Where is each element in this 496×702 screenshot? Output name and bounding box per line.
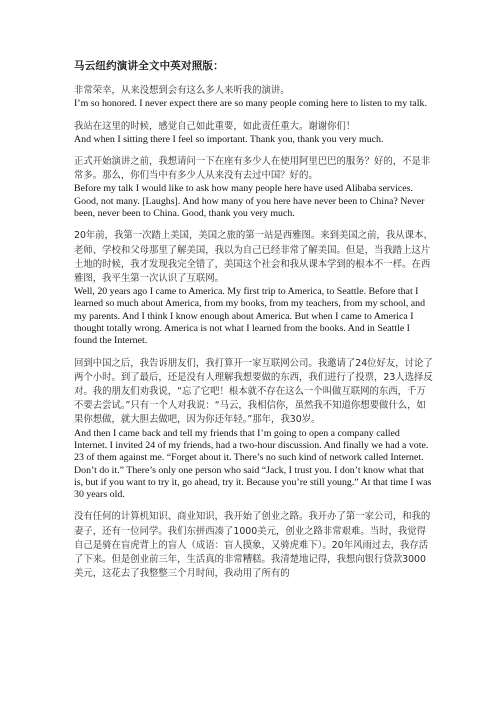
chinese-paragraph: 回到中国之后，我告诉朋友们，我打算开一家互联网公司。我邀请了24位好友，讨论了两个小时。到了最后，还是没有人理解我想要做的东西，我们进行了投票，23人选择反对。我的朋友们劝我说，“忘了它吧！根本就不存在这么一个叫做互联网的东西，千万不要去尝试。”只有一个人对我说：“马云，我相信你，虽然我不知道你想要做什么，如果你想做，就大胆去做吧，因为你还年轻。”那年，我30岁。 [74,357,433,426]
chinese-paragraph: 我站在这里的时候，感觉自己如此重要，如此责任重大。谢谢你们！ [74,120,356,132]
paragraph-block [74,155,434,220]
english-paragraph: And when I sitting there I feel so important. Thank you, thank you very much. [74,133,384,145]
english-paragraph: And then I came back and tell my friends that I’m going to open a company called Internet. I invited 24 of my friends, had a two-hour discussion. And finally we had a vote. 23 of them against me. “Forget about it. There’s no such kind of network called Internet. Don’t do it.” There’s only one person who said “Jack, I trust you. I don’t know what that is, but if you want to try it, go ahead, try it. Because you’re still young.” At that time I was 30 years old. [74,427,432,501]
paragraph-block [74,229,434,347]
paragraph-block [74,510,434,581]
paragraph-block [74,357,434,502]
chinese-paragraph: 非常荣幸，从来没想到会有这么多人来听我的演讲。 [74,85,290,96]
paragraph-block [74,84,434,111]
chinese-paragraph: 正式开始演讲之前，我想请问一下在座有多少人在使用阿里巴巴的服务？好的，不是非常多。那么，你们当中有多少人从来没有去过中国？好的。 [74,156,431,182]
english-paragraph: I’m so honored. I never expect there are so many people coming here to listen to my talk. [74,98,427,110]
chinese-paragraph: 没有任何的计算机知识、商业知识，我开始了创业之路。我开办了第一家公司，和我的妻子，还有一位同学。我们东拼西凑了1000美元，创业之路非常艰难。当时，我觉得自己是骑在盲虎背上的盲人（成语：盲人摸象，又骑虎难下）。20年风雨过去，我存活了下来。但是创业前三年，生活真的非常糟糕。我清楚地记得，我想向银行贷款3000美元，这花去了我整整三个月时间，我动用了所有的 [74,511,431,580]
document-title: 马云纽约演讲全文中英对照版： [74,60,224,72]
paragraph-block [74,120,434,147]
english-paragraph: Well, 20 years ago I came to America. My first trip to America, to Seattle. Before that I learned so much about America, from my books, from my teachers, from my school, and my parents. And I think I know enough about America. But when I came to America I thought totally wrong. America is not what I learned from the books. And in Seattle I found the Internet. [74,286,426,347]
chinese-paragraph: 20年前，我第一次踏上美国，美国之旅的第一站是西雅图。来到美国之前，我从课本、老师、学校和父母那里了解美国，我以为自己已经非常了解美国。但是，当我踏上这片土地的时候，我才发现我完全错了，美国这个社会和我从课本学到的根本不一样。在西雅图，我平生第一次认识了互联网。 [74,230,433,284]
english-paragraph: Before my talk I would like to ask how many people here have used Alibaba services. Good, not many. [Laughs]. And how many of you here have never been to China? Never been, never been to China. Good, thank you very much. [74,183,425,219]
